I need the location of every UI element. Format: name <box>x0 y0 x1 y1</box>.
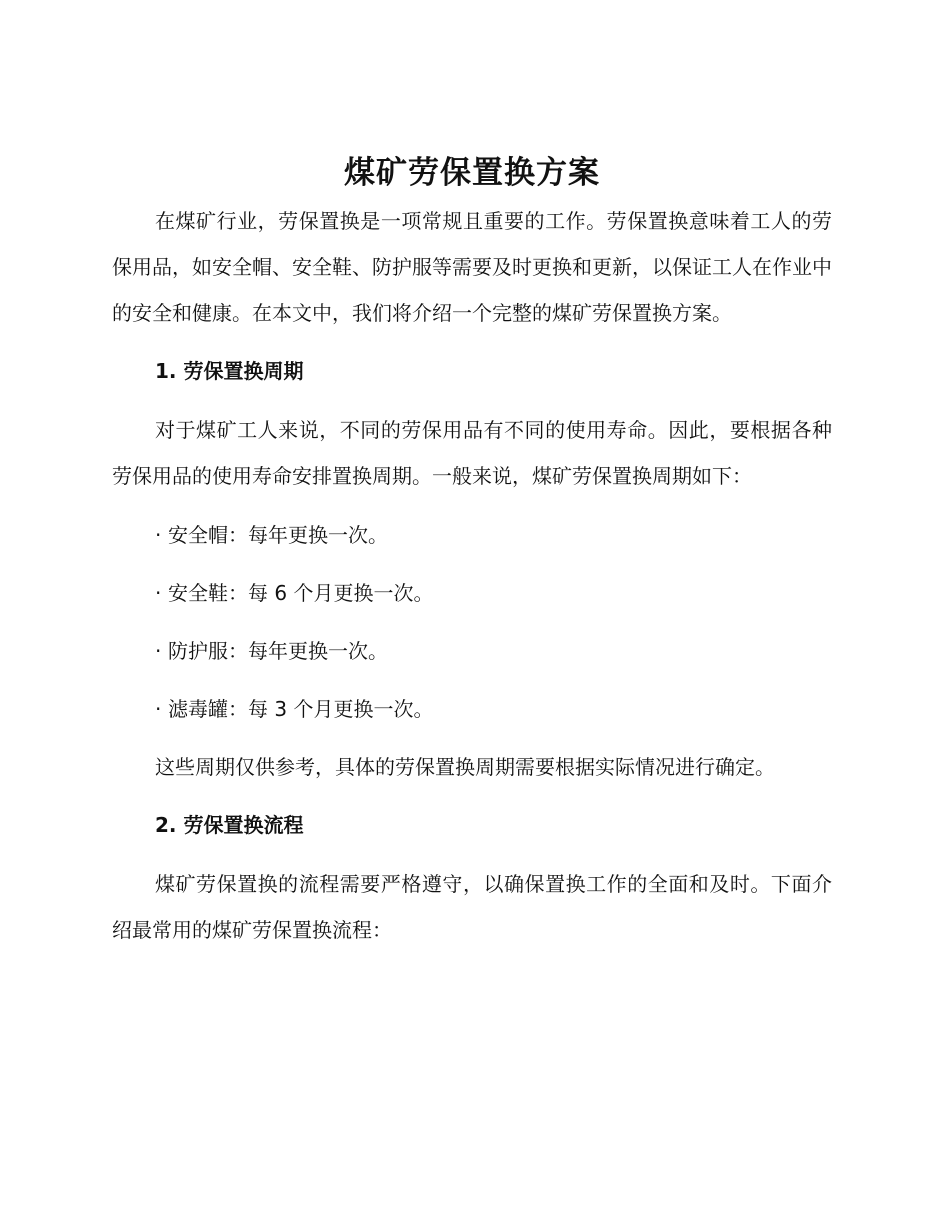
bullet-dot: · <box>155 697 162 721</box>
list-item <box>112 628 832 674</box>
list-item-text: 防护服：每年更换一次。 <box>168 639 388 663</box>
section-2-heading: 2. 劳保置换流程 <box>155 813 304 837</box>
section-1-heading: 1. 劳保置换周期 <box>155 359 304 383</box>
spacer <box>112 394 832 407</box>
list-item-text: 安全鞋：每 6 个月更换一次。 <box>168 581 434 605</box>
intro-paragraph: 在煤矿行业，劳保置换是一项常规且重要的工作。劳保置换意味着工人的劳保用品，如安全帽、安全鞋、防护服等需要及时更换和更新，以保证工人在作业中的安全和健康。在本文中，我们将介绍一个完整的煤矿劳保置换方案。 <box>112 209 832 325</box>
section-2-paragraph: 煤矿劳保置换的流程需要严格遵守，以确保置换工作的全面和及时。下面介绍最常用的煤矿劳保置换流程： <box>112 872 832 942</box>
bullet-dot: · <box>155 523 162 547</box>
spacer <box>112 848 832 861</box>
section-1-paragraph: 对于煤矿工人来说，不同的劳保用品有不同的使用寿命。因此，要根据各种劳保用品的使用寿命安排置换周期。一般来说，煤矿劳保置换周期如下： <box>112 418 832 488</box>
bullet-dot: · <box>155 581 162 605</box>
section-1-note: 这些周期仅供参考，具体的劳保置换周期需要根据实际情况进行确定。 <box>155 755 775 779</box>
list-item-text: 滤毒罐：每 3 个月更换一次。 <box>168 697 434 721</box>
spacer <box>112 616 832 628</box>
list-item <box>112 686 832 732</box>
spacer <box>112 674 832 686</box>
list-item <box>112 512 832 558</box>
spacer <box>112 499 832 512</box>
spacer <box>112 732 832 744</box>
list-item <box>112 570 832 616</box>
spacer <box>112 790 832 802</box>
bullet-dot: · <box>155 639 162 663</box>
list-item-text: 安全帽：每年更换一次。 <box>168 523 388 547</box>
document-page <box>112 148 832 953</box>
spacer <box>112 336 832 348</box>
spacer <box>112 558 832 570</box>
document-title: 煤矿劳保置换方案 <box>344 155 600 191</box>
